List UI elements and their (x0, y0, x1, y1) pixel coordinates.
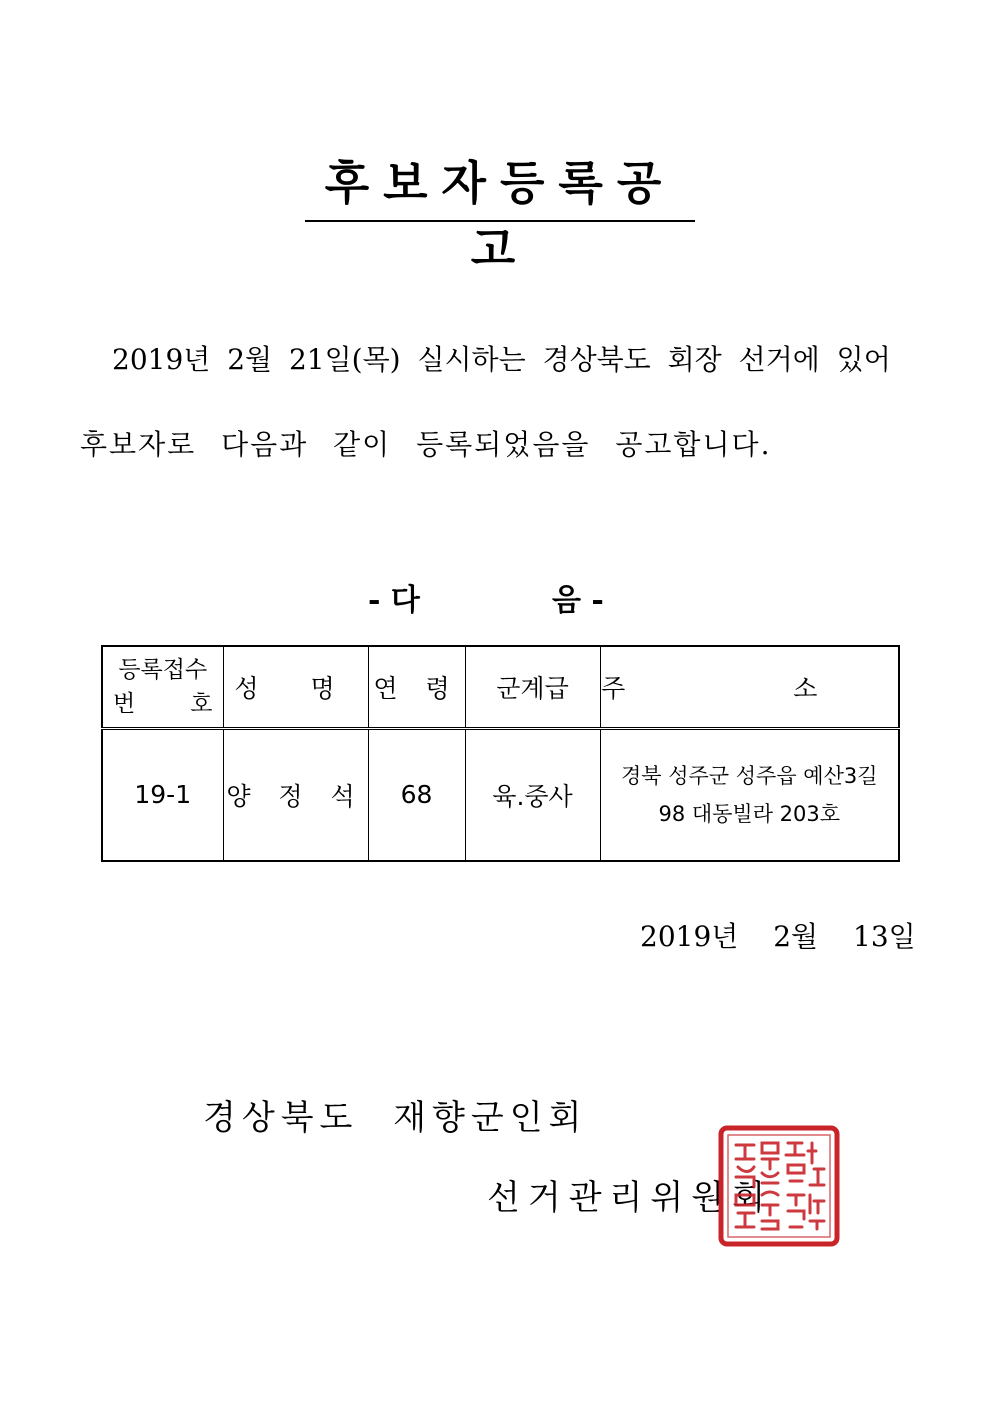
header-rank: 군계급 (465, 646, 600, 728)
page-title: 후보자등록공고 (305, 150, 695, 222)
cell-name: 양 정 석 (223, 728, 368, 861)
notice-date (640, 915, 916, 955)
cell-age: 68 (368, 728, 465, 861)
notice-line-1: 2019년 2월 21일(목) 실시하는 경상북도 회장 선거에 있어 (112, 343, 891, 376)
header-address: 주 소 (600, 646, 899, 728)
notice-line-2: 후보자로 다음과 같이 등록되었음을 공고합니다. (80, 428, 772, 461)
header-number (102, 646, 223, 728)
header-number-line2a: 번 (113, 690, 136, 717)
subheading-left: - 다 (368, 583, 420, 618)
table-header-row (102, 646, 899, 728)
subheading-right: 음 - (552, 583, 604, 618)
candidate-table (101, 645, 900, 862)
date-month: 2월 (773, 920, 819, 953)
date-day: 13일 (853, 920, 916, 953)
official-seal-icon (718, 1125, 840, 1247)
subheading (360, 575, 660, 618)
issuer-org: 경상북도 재향군인회 (203, 1098, 588, 1138)
issuer-committee: 선거관리위원회 (487, 1178, 773, 1218)
cell-address-line2: 98 대동빌라 203호 (658, 801, 841, 826)
table-row (102, 728, 899, 861)
cell-address-line1: 경북 성주군 성주읍 예산3길 (620, 763, 878, 788)
cell-rank: 육.중사 (465, 728, 600, 861)
header-age: 연 령 (368, 646, 465, 728)
cell-number: 19-1 (102, 728, 223, 861)
date-year: 2019년 (640, 920, 739, 953)
header-number-line1: 등록접수 (118, 656, 208, 683)
header-number-line2b: 호 (190, 690, 213, 717)
header-name: 성 명 (223, 646, 368, 728)
cell-address (600, 728, 899, 861)
